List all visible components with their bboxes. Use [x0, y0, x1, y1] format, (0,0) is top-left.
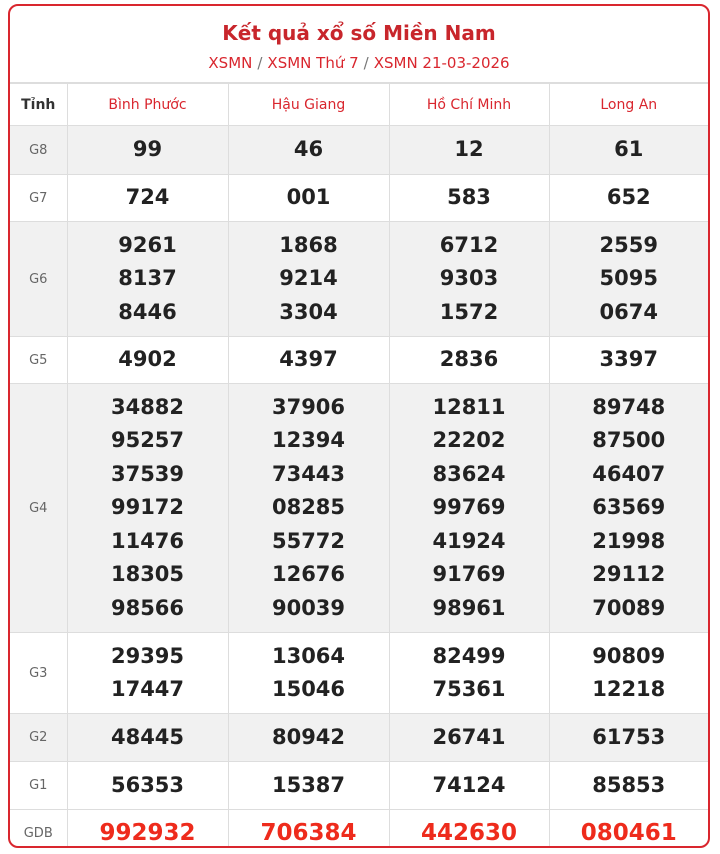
column-header-province: Tỉnh: [10, 84, 67, 126]
prize-number: 18305: [110, 562, 185, 587]
prize-number: 87500: [592, 428, 666, 453]
prize-number: 9214: [279, 266, 338, 291]
breadcrumb-xsmn[interactable]: XSMN: [208, 54, 253, 72]
province-header[interactable]: Hậu Giang: [228, 84, 389, 126]
prize-number: 98566: [110, 595, 185, 620]
prize-number: 90809: [592, 643, 666, 668]
prize-number: 82499: [432, 643, 506, 668]
prize-number: 1868: [279, 232, 338, 257]
prize-row: [10, 126, 708, 175]
prize-label: G2: [10, 714, 67, 762]
province-header[interactable]: Long An: [549, 84, 708, 126]
prize-number: 9303: [439, 266, 499, 291]
prize-cell: [389, 175, 549, 222]
prize-number: 99172: [110, 495, 185, 520]
prize-number: 2559: [599, 232, 658, 257]
prize-cell: [228, 633, 389, 714]
prize-number: 73443: [271, 461, 346, 486]
prize-cell: [549, 384, 708, 633]
prize-number: 90039: [271, 595, 346, 620]
prize-number: 4397: [279, 347, 338, 372]
prize-number: 21998: [592, 528, 666, 553]
prize-number: 2836: [439, 347, 499, 372]
prize-number: 22202: [432, 428, 506, 453]
prize-number: 80942: [271, 724, 346, 749]
prize-cell: [389, 633, 549, 714]
prize-number: 61753: [592, 724, 666, 749]
prize-cell: [389, 714, 549, 762]
prize-number: 12394: [271, 428, 346, 453]
prize-number: 37906: [271, 394, 346, 419]
prize-number: 724: [125, 185, 170, 210]
prize-number: 63569: [592, 495, 666, 520]
prize-label: G5: [10, 337, 67, 384]
prize-row: [10, 384, 708, 633]
prize-cell: [389, 126, 549, 175]
prize-number: 12218: [592, 677, 666, 701]
prize-number: 99: [132, 137, 163, 162]
prize-number: 6712: [439, 232, 499, 257]
prize-number: 29112: [592, 562, 666, 587]
results-table: [10, 83, 708, 848]
prize-number: 55772: [271, 528, 346, 553]
prize-number: 3397: [599, 347, 658, 372]
prize-label: GDB: [10, 810, 67, 849]
prize-label: G6: [10, 222, 67, 337]
prize-number: 95257: [110, 428, 185, 453]
prize-number: 13064: [271, 643, 346, 668]
breadcrumb-separator: /: [257, 54, 263, 72]
prize-cell: [228, 175, 389, 222]
results-card: [8, 4, 710, 848]
prize-cell: [228, 222, 389, 337]
results-body: [10, 126, 708, 849]
prize-number: 652: [606, 185, 651, 210]
prize-cell: [549, 222, 708, 337]
prize-cell: [549, 175, 708, 222]
prize-number: 1572: [439, 299, 499, 324]
prize-number: 4902: [118, 347, 177, 372]
prize-cell: [549, 337, 708, 384]
prize-number: 37539: [110, 461, 185, 486]
prize-cell: [389, 222, 549, 337]
province-header[interactable]: Bình Phước: [67, 84, 228, 126]
prize-cell: [549, 714, 708, 762]
prize-number: 9261: [118, 232, 177, 257]
prize-label: G4: [10, 384, 67, 633]
prize-cell: [389, 810, 549, 849]
prize-number: 583: [447, 185, 491, 210]
prize-cell: [67, 810, 228, 849]
prize-number: 48445: [110, 724, 185, 749]
prize-number: 46407: [592, 461, 666, 486]
prize-cell: [67, 384, 228, 633]
special-prize-number: 706384: [260, 819, 357, 846]
prize-cell: [67, 175, 228, 222]
prize-number: 83624: [432, 461, 506, 486]
prize-number: 12676: [271, 562, 346, 587]
special-prize-number: 080461: [580, 819, 677, 846]
prize-cell: [228, 126, 389, 175]
prize-number: 98961: [432, 595, 506, 620]
prize-number: 0674: [599, 299, 658, 324]
province-header[interactable]: Hồ Chí Minh: [389, 84, 549, 126]
prize-number: 8446: [118, 299, 177, 324]
prize-number: 8137: [118, 266, 177, 291]
prize-cell: [549, 633, 708, 714]
prize-label: G3: [10, 633, 67, 714]
prize-number: 75361: [432, 677, 506, 701]
prize-label: G7: [10, 175, 67, 222]
prize-cell: [67, 714, 228, 762]
prize-number: 29395: [110, 643, 185, 668]
prize-cell: [549, 762, 708, 810]
prize-cell: [67, 337, 228, 384]
prize-number: 001: [286, 185, 331, 210]
prize-cell: [228, 762, 389, 810]
prize-number: 26741: [432, 724, 506, 749]
special-prize-number: 992932: [99, 819, 196, 846]
prize-number: 17447: [110, 677, 185, 701]
prize-number: 41924: [432, 528, 506, 553]
prize-number: 46: [293, 137, 324, 162]
prize-cell: [549, 810, 708, 849]
prize-row: [10, 633, 708, 714]
prize-number: 15046: [271, 677, 346, 701]
page-title: Kết quả xổ số Miền Nam: [222, 21, 496, 45]
prize-cell: [228, 384, 389, 633]
prize-cell: [67, 633, 228, 714]
breadcrumb: [10, 53, 708, 73]
prize-cell: [389, 337, 549, 384]
prize-number: 70089: [592, 595, 666, 620]
special-prize-number: 442630: [420, 819, 518, 846]
prize-cell: [389, 384, 549, 633]
prize-number: 3304: [279, 299, 338, 324]
prize-row: [10, 222, 708, 337]
breadcrumb-xsmn-weekday[interactable]: XSMN Thứ 7: [267, 54, 359, 72]
prize-cell: [228, 337, 389, 384]
prize-number: 12811: [432, 394, 506, 419]
prize-cell: [67, 126, 228, 175]
prize-number: 12: [454, 137, 484, 162]
prize-label: G1: [10, 762, 67, 810]
prize-row: [10, 714, 708, 762]
prize-row: [10, 175, 708, 222]
prize-cell: [389, 762, 549, 810]
prize-number: 08285: [271, 495, 346, 520]
prize-number: 15387: [271, 772, 346, 797]
prize-number: 89748: [592, 394, 666, 419]
results-header: [10, 6, 708, 83]
prize-number: 5095: [599, 266, 658, 291]
prize-label: G8: [10, 126, 67, 175]
prize-number: 61: [614, 137, 644, 162]
prize-cell: [228, 714, 389, 762]
prize-cell: [228, 810, 389, 849]
prize-number: 56353: [110, 772, 185, 797]
prize-number: 99769: [432, 495, 506, 520]
prize-number: 74124: [432, 772, 506, 797]
prize-row: [10, 810, 708, 849]
prize-number: 85853: [592, 772, 666, 797]
prize-row: [10, 762, 708, 810]
breadcrumb-separator: /: [363, 54, 369, 72]
prize-cell: [67, 762, 228, 810]
prize-number: 91769: [432, 562, 506, 587]
prize-cell: [549, 126, 708, 175]
prize-cell: [67, 222, 228, 337]
table-header-row: [10, 84, 708, 126]
prize-number: 11476: [110, 528, 185, 553]
prize-number: 34882: [110, 394, 185, 419]
prize-row: [10, 337, 708, 384]
breadcrumb-xsmn-date[interactable]: XSMN 21-03-2026: [373, 54, 510, 72]
